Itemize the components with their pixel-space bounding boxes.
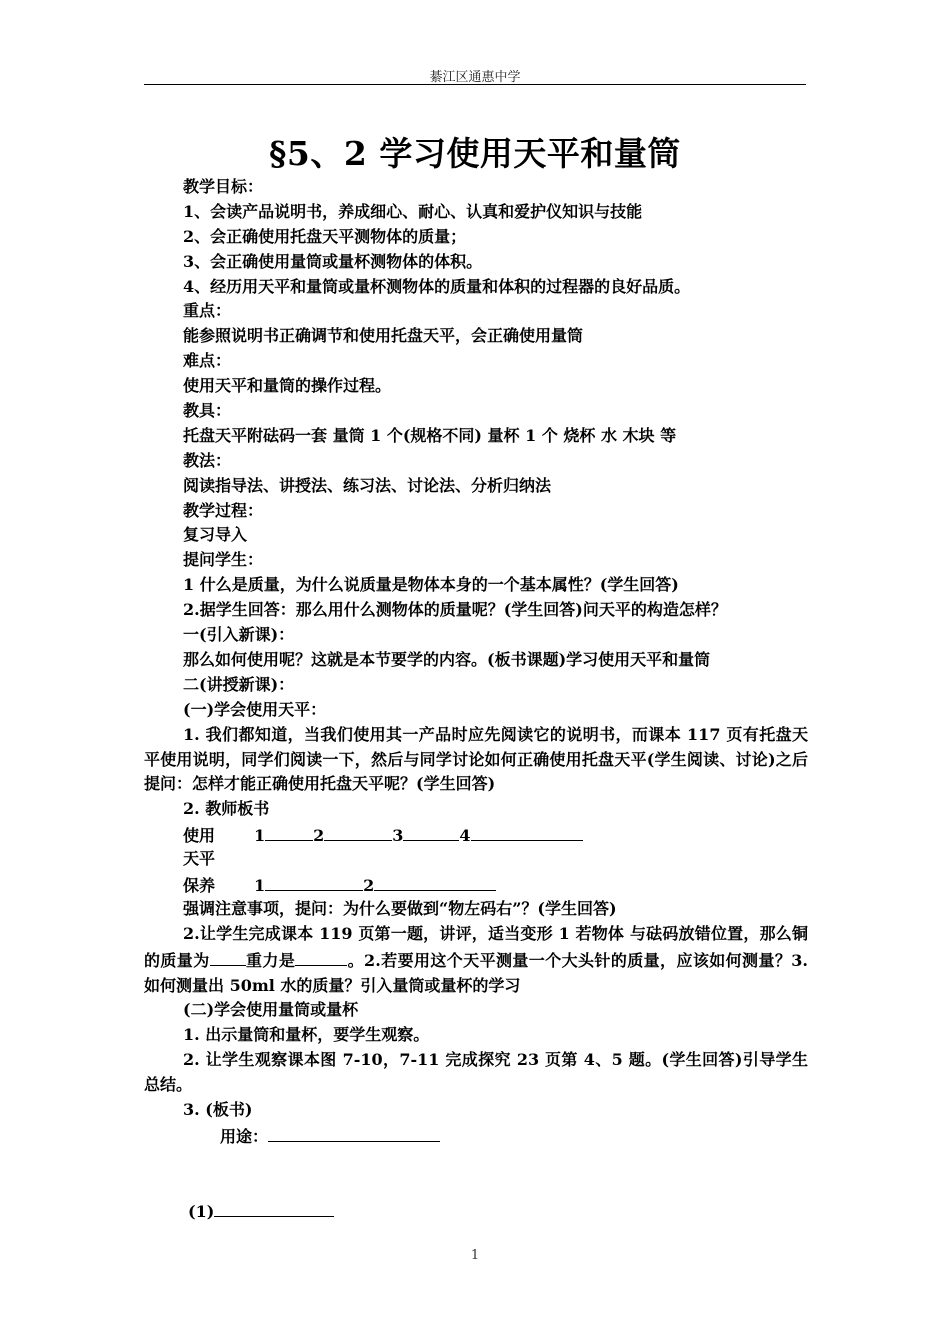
- board-use-label: 使用: [183, 826, 216, 846]
- fill-blank: [374, 872, 496, 891]
- fill-blank: [471, 822, 583, 841]
- key-text: 能参照说明书正确调节和使用托盘天平，会正确使用量筒: [183, 326, 584, 346]
- fill-blank: [210, 947, 246, 966]
- goal-item: 4、经历用天平和量筒或量杯测物体的质量和体积的过程器的良好品质。: [183, 276, 691, 296]
- step-1: 1. 出示量筒和量杯，要学生观察。: [183, 1025, 430, 1045]
- goals-label: 教学目标：: [183, 177, 264, 196]
- goal-item: 2、会正确使用托盘天平测物体的质量；: [183, 226, 467, 246]
- fill-blank: [268, 1123, 440, 1142]
- spacer: [144, 1148, 808, 1198]
- blank-number: 4: [459, 826, 471, 846]
- blank-number: 3: [392, 826, 404, 846]
- tools-label: 教具：: [183, 401, 232, 421]
- emphasis-text: 强调注意事项，提问：为什么要做到“物左码右”？(学生回答): [183, 898, 617, 918]
- document-title: §5、2 学习使用天平和量筒: [269, 134, 681, 173]
- paragraph-reading: 1. 我们都知道，当我们使用其一产品时应先阅读它的说明书，而课本 117 页有托盘天平使用说明，同学们阅读一下，然后与同学讨论如何正确使用托盘天平(学生阅读、讨论)之后提问：怎样才能正确使用托盘天平呢？(学生回答): [144, 724, 808, 794]
- fill-blank: [403, 822, 459, 841]
- part1-label: (一)学会使用天平：: [183, 699, 327, 719]
- board-label: 2. 教师板书: [183, 799, 270, 819]
- review-label: 复习导入: [183, 525, 248, 545]
- fill-blank: [265, 872, 363, 891]
- step-2: 2. 让学生观察课本图 7-10，7-11 完成探究 23 页第 4、5 题。(学生回答)引导学生总结。: [144, 1050, 808, 1095]
- goal-item: 3、会正确使用量筒或量杯测物体的体积。: [183, 251, 483, 271]
- ask-label: 提问学生：: [183, 550, 264, 570]
- fill-blank: [214, 1198, 334, 1217]
- blank-number: 2: [313, 826, 325, 846]
- blank-number: 1: [254, 875, 266, 895]
- intro-text: 那么如何使用呢？这就是本节要学的内容。(板书课题)学习使用天平和量筒: [183, 649, 711, 669]
- fill-blank: [295, 947, 347, 966]
- difficulty-text: 使用天平和量筒的操作过程。: [183, 376, 392, 396]
- process-label: 教学过程：: [183, 500, 264, 520]
- question-2: 2.据学生回答：那么用什么测物体的质量呢？(学生回答)问天平的构造怎样？: [183, 600, 727, 620]
- board-balance-label: 天平: [183, 849, 216, 869]
- part2-label: (二)学会使用量筒或量杯: [183, 1000, 359, 1020]
- question-1: 1 什么是质量，为什么说质量是物体本身的一个基本属性？(学生回答): [183, 575, 679, 595]
- difficulty-label: 难点：: [183, 351, 232, 371]
- methods-text: 阅读指导法、讲授法、练习法、讨论法、分析归纳法: [183, 475, 552, 495]
- fill-blank: [265, 822, 313, 841]
- exercise-text-c: 。2.若要用这个天平测量一个大头针的质量，应该如何测量？3.如何测量出 50ml 水的质量？引入量筒或量杯的学习: [144, 950, 808, 995]
- document-body: [144, 175, 808, 1223]
- intro-label: 一(引入新课)：: [183, 625, 295, 645]
- step-3: 3. (板书): [183, 1100, 253, 1120]
- board-maint-row: [144, 872, 808, 897]
- fill-blank: [324, 822, 392, 841]
- board-use-row: [144, 822, 808, 847]
- item-1-row: [144, 1198, 808, 1223]
- board-maint-label: 保养: [183, 875, 216, 895]
- exercise-paragraph: [144, 922, 808, 999]
- use-row: [144, 1123, 808, 1148]
- header-rule: [144, 84, 806, 85]
- key-label: 重点：: [183, 301, 232, 321]
- blank-number: 2: [363, 875, 375, 895]
- blank-number: 1: [254, 826, 266, 846]
- item-1-label: (1): [188, 1201, 215, 1221]
- exercise-text-a: 2.让学生完成课本 119 页第一题，讲评，适当变形 1 若物体 与砝码放错位置，那么铜的质量为: [144, 923, 808, 970]
- tools-text: 托盘天平附砝码一套 量筒 1 个(规格不同) 量杯 1 个 烧杯 水 木块 等: [183, 425, 677, 445]
- page-header: 綦江区通惠中学: [429, 70, 521, 85]
- goal-item: 1、会读产品说明书，养成细心、耐心、认真和爱护仪知识与技能: [183, 201, 643, 221]
- methods-label: 教法：: [183, 450, 232, 470]
- exercise-text-b: 重力是: [245, 950, 296, 970]
- teach-label: 二(讲授新课)：: [183, 674, 295, 694]
- page-number: 1: [470, 1248, 480, 1263]
- use-label: 用途：: [220, 1126, 269, 1146]
